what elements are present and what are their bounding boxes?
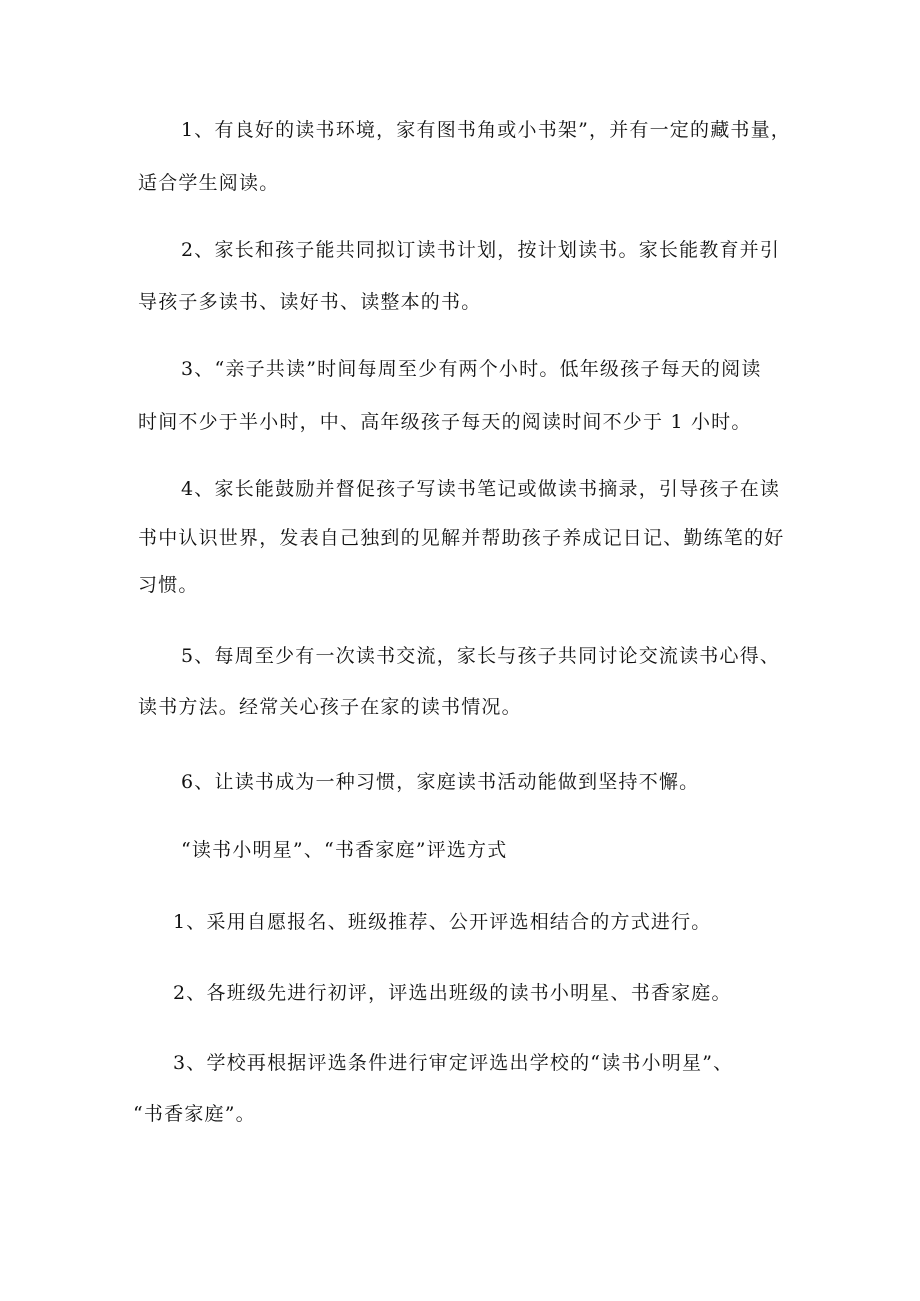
criteria-item-4-line-1: 4、家长能鼓励并督促孩子写读书笔记或做读书摘录，引导孩子在读 — [181, 478, 781, 500]
criteria-item-3-line-1: 3、“亲子共读”时间每周至少有两个小时。低年级孩子每天的阅读 — [181, 358, 762, 380]
method-item-1-line-1: 1、采用自愿报名、班级推荐、公开评选相结合的方式进行。 — [173, 911, 712, 933]
criteria-item-5-line-1: 5、每周至少有一次读书交流，家长与孩子共同讨论交流读书心得、 — [181, 645, 781, 667]
criteria-item-3-line-2: 时间不少于半小时，中、高年级孩子每天的阅读时间不少于 1 小时。 — [138, 411, 752, 433]
criteria-item-4-line-3: 习惯。 — [138, 574, 199, 596]
method-item-3-line-2: “书香家庭”。 — [133, 1103, 256, 1125]
section-heading: “读书小明星”、“书香家庭”评选方式 — [181, 839, 508, 861]
method-item-2-line-1: 2、各班级先进行初评，评选出班级的读书小明星、书香家庭。 — [173, 982, 732, 1004]
criteria-item-4-line-2: 书中认识世界，发表自己独到的见解并帮助孩子养成记日记、勤练笔的好 — [138, 527, 785, 549]
criteria-item-1-line-1: 1、有良好的读书环境，家有图书角或小书架”，并有一定的藏书量， — [181, 119, 792, 141]
criteria-item-2-line-2: 导孩子多读书、读好书、读整本的书。 — [138, 291, 482, 313]
criteria-item-1-line-2: 适合学生阅读。 — [138, 172, 280, 194]
criteria-item-5-line-2: 读书方法。经常关心孩子在家的读书情况。 — [138, 696, 522, 718]
criteria-item-2-line-1: 2、家长和孩子能共同拟订读书计划，按计划读书。家长能教育并引 — [181, 239, 781, 261]
criteria-item-6-line-1: 6、让读书成为一种习惯，家庭读书活动能做到坚持不懈。 — [181, 771, 700, 793]
method-item-3-line-1: 3、学校再根据评选条件进行审定评选出学校的“读书小明星”、 — [173, 1052, 734, 1074]
